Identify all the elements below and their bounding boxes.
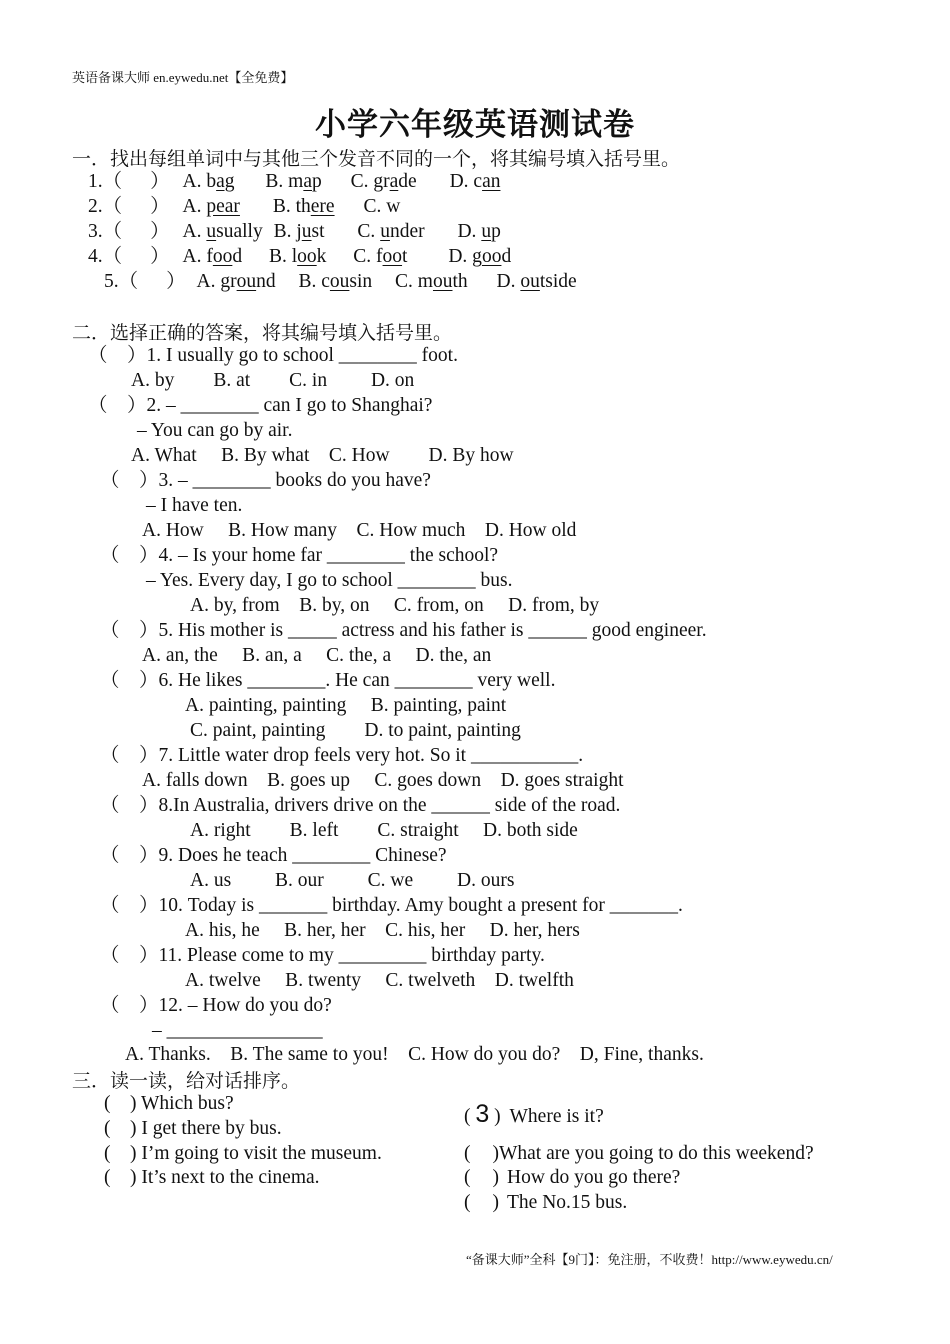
section3-heading: 三．读一读，给对话排序。 bbox=[72, 1071, 301, 1092]
q10-options: A. his, he B. her, her C. his, her D. her, hers bbox=[185, 920, 580, 941]
q8-options: A. right B. left C. straight D. both side bbox=[190, 820, 578, 841]
dialog-left-1: ( ) Which bus? bbox=[104, 1093, 234, 1114]
q12-options: A. Thanks. B. The same to you! C. How do you do? D, Fine, thanks. bbox=[125, 1044, 704, 1065]
dialog-left-2: ( ) I get there by bus. bbox=[104, 1118, 282, 1139]
dialog-right-4: ( ) The No.15 bus. bbox=[464, 1192, 628, 1213]
q5-options: A. an, the B. an, a C. the, a D. the, an bbox=[142, 645, 492, 666]
q9-options: A. us B. our C. we D. ours bbox=[190, 870, 515, 891]
q12-question: （ ）12. – How do you do? bbox=[100, 995, 332, 1016]
q6-options-1: A. painting, painting B. painting, paint bbox=[185, 695, 507, 716]
q11-options: A. twelve B. twenty C. twelveth D. twelfth bbox=[185, 970, 574, 991]
q11-question: （ ）11. Please come to my _________ birthday party. bbox=[100, 945, 545, 966]
s1-item-4: 4.（ ） A. food B. look C. foot D. good bbox=[88, 246, 512, 267]
q2-options: A. What B. By what C. How D. By how bbox=[131, 445, 514, 466]
answer-number: 3 bbox=[475, 1100, 490, 1128]
q7-options: A. falls down B. goes up C. goes down D. goes straight bbox=[142, 770, 624, 791]
q12-answer: – ________________ bbox=[152, 1020, 323, 1041]
q3-options: A. How B. How many C. How much D. How old bbox=[142, 520, 577, 541]
q5-question: （ ）5. His mother is _____ actress and his father is ______ good engineer. bbox=[100, 620, 707, 641]
dialog-left-4: ( ) It’s next to the cinema. bbox=[104, 1167, 320, 1188]
q10-question: （ ）10. Today is _______ birthday. Amy bought a present for _______. bbox=[100, 895, 683, 916]
s1-item-5: 5.（ ） A. ground B. cousin C. mouth D. outside bbox=[104, 271, 577, 292]
page-header: 英语备课大师 en.eywedu.net【全免费】 bbox=[72, 70, 294, 85]
dialog-left-3: ( ) I’m going to visit the museum. bbox=[104, 1143, 382, 1164]
dialog-right-3: ( ) How do you go there? bbox=[464, 1167, 681, 1188]
q4-options: A. by, from B. by, on C. from, on D. from, by bbox=[190, 595, 600, 616]
s1-item-3: 3.（ ） A. usually B. just C. under D. up bbox=[88, 221, 501, 242]
q2-question: （ ）2. – ________ can I go to Shanghai? bbox=[88, 395, 433, 416]
q6-options-2: C. paint, painting D. to paint, painting bbox=[190, 720, 521, 741]
page-title: 小学六年级英语测试卷 bbox=[315, 107, 635, 142]
section1-heading: 一．找出每组单词中与其他三个发音不同的一个，将其编号填入括号里。 bbox=[72, 149, 681, 170]
q9-question: （ ）9. Does he teach ________ Chinese? bbox=[100, 845, 447, 866]
q4-answer: – Yes. Every day, I go to school ________ bus. bbox=[146, 570, 513, 591]
dialog-right-2: ( )What are you going to do this weekend? bbox=[464, 1143, 814, 1164]
q2-answer: – You can go by air. bbox=[137, 420, 293, 441]
q1-options: A. by B. at C. in D. on bbox=[131, 370, 415, 391]
q8-question: （ ）8.In Australia, drivers drive on the ______ side of the road. bbox=[100, 795, 621, 816]
s1-item-1: 1.（ ） A. bag B. map C. grade D. can bbox=[88, 171, 501, 192]
page-footer: “备课大师”全科【9门】：免注册，不收费！http://www.eywedu.cn/ bbox=[466, 1252, 833, 1267]
dialog-right-1: ( 3 ) Where is it? bbox=[464, 1100, 604, 1128]
q7-question: （ ）7. Little water drop feels very hot. So it ___________. bbox=[100, 745, 584, 766]
s1-item-2: 2.（ ） A. pear B. there C. w bbox=[88, 196, 401, 217]
q3-answer: – I have ten. bbox=[146, 495, 243, 516]
q3-question: （ ）3. – ________ books do you have? bbox=[100, 470, 431, 491]
section2-heading: 二．选择正确的答案，将其编号填入括号里。 bbox=[72, 323, 453, 344]
q4-question: （ ）4. – Is your home far ________ the school? bbox=[100, 545, 499, 566]
q6-question: （ ）6. He likes ________. He can ________ very well. bbox=[100, 670, 556, 691]
q1-question: （ ）1. I usually go to school ________ foot. bbox=[88, 345, 458, 366]
